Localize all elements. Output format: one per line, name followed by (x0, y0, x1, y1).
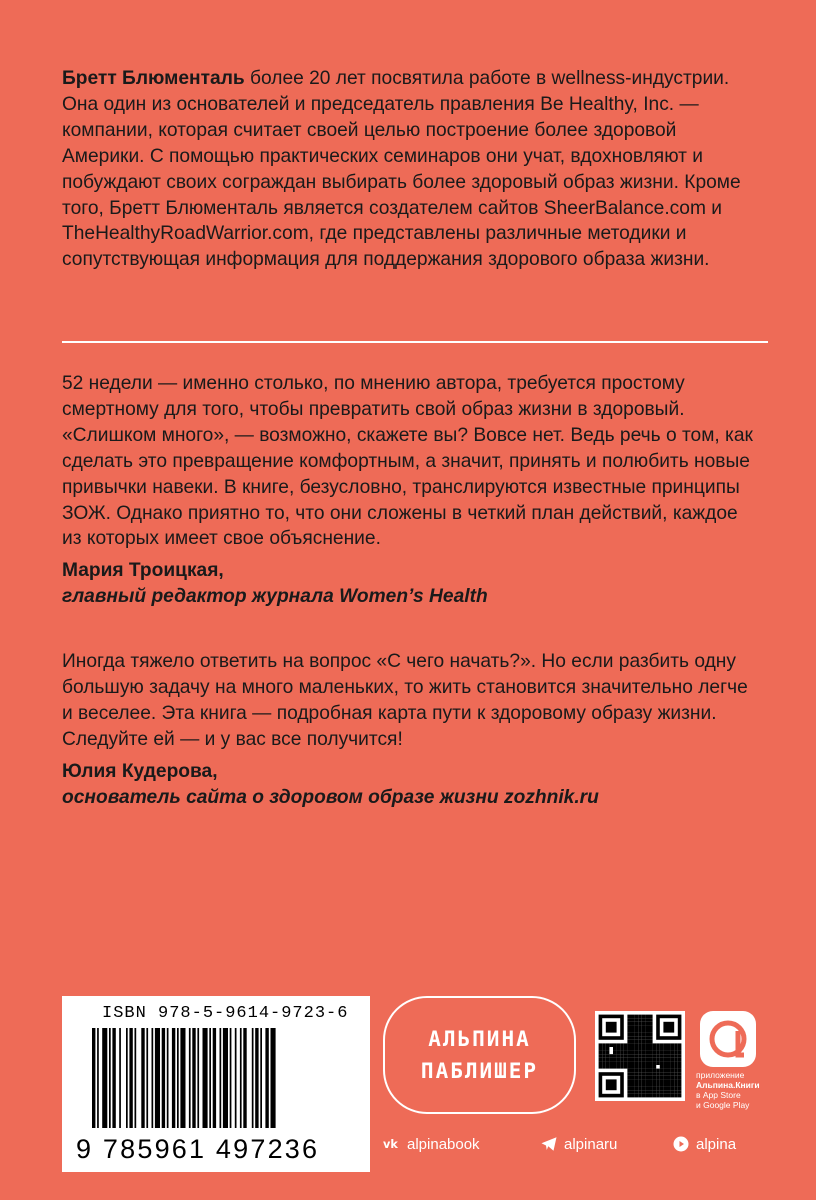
svg-text:vk: vk (383, 1137, 398, 1151)
barcode-icon (92, 1028, 342, 1136)
vk-icon (383, 1135, 401, 1153)
author-bio-text: более 20 лет посвятила работе в wellness-индустрии. Она один из основателей и председатель правления Be Healthy, Inc. — компании, которая считает своей целью построение более здоровой Америки. С помощью практических семинаров они учат, вдохновляют и побуждают своих сограждан выбирать более здоровый образ жизни. Кроме того, Бретт Блюменталь является создателем сайтов SheerBalance.com и TheHealthyRoadWarrior.com, где представлены различные методики и сопутствующая информация для поддержания здорового образа жизни. (62, 68, 741, 271)
qr-code-icon (595, 1011, 685, 1101)
vk-handle: alpinabook (407, 1135, 480, 1153)
section-divider (62, 341, 768, 343)
review-2 (62, 649, 762, 810)
review-text: Иногда тяжело ответить на вопрос «С чего начать?». Но если разбить одну большую задачу на много маленьких, то жить становится значительно легче и веселее. Эта книга — подробная карта пути к здоровому образу жизни. Следуйте ей — и у вас все получится! (62, 651, 748, 750)
publisher-logo (383, 996, 576, 1114)
author-name: Бретт Блюменталь (62, 68, 245, 89)
play-icon (672, 1135, 690, 1153)
ean-digits: 9 785961 497236 (76, 1134, 320, 1164)
app-caption: приложение Альпина.Книги в App Store и Google Play (696, 1070, 760, 1110)
isbn-label: ISBN 978-5-9614-9723-6 (102, 1004, 349, 1023)
review-author: Юлия Кудерова, (62, 760, 218, 782)
review-text: 52 недели — именно столько, по мнению автора, требуется простому смертному для того, чтобы превратить свой образ жизни в здоровый. «Слишком много», — возможно, скажете вы? Вовсе нет. Ведь речь о том, как сделать это превращение комфортным, а значит, принять и полюбить новые привычки навеки. В книге, безусловно, транслируются известные принципы ЗОЖ. Однако приятно то, что они сложены в четкий план действий, каждое из которых имеет свое объяснение. (62, 373, 753, 550)
review-author-role: главный редактор журнала Women’s Health (62, 586, 488, 608)
social-other[interactable] (672, 1135, 736, 1153)
other-handle: alpina (696, 1135, 737, 1153)
review-author: Мария Троицкая, (62, 560, 224, 582)
telegram-handle: alpinaru (564, 1135, 618, 1153)
logo-line-1: АЛЬПИНА (428, 1027, 531, 1051)
alpina-app-logo-icon (700, 1011, 756, 1067)
barcode-block (62, 996, 370, 1172)
review-1 (62, 371, 762, 610)
telegram-icon (540, 1135, 558, 1153)
social-telegram[interactable] (540, 1135, 617, 1153)
social-vk[interactable] (383, 1135, 480, 1153)
logo-line-2: ПАБЛИШЕР (420, 1059, 539, 1083)
author-bio (62, 66, 762, 273)
review-author-role: основатель сайта о здоровом образе жизни zozhnik.ru (62, 786, 599, 808)
app-icon (700, 1011, 756, 1067)
